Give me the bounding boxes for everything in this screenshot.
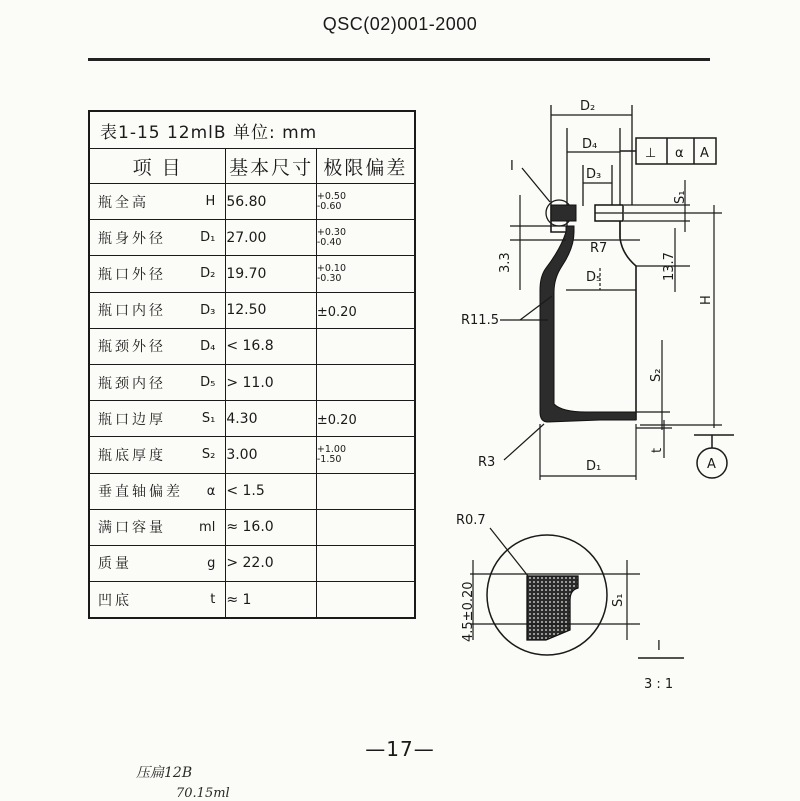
- label-r7: R7: [590, 241, 608, 256]
- label-s1: S₁: [673, 190, 688, 204]
- label-d4: D₄: [582, 137, 598, 152]
- scale-ratio: 3 : 1: [644, 677, 674, 692]
- item-name: 瓶口边厚: [98, 411, 166, 428]
- handwritten-note-2: 70.15ml: [176, 786, 230, 801]
- page-number: —17—: [365, 737, 435, 761]
- label-r11-5: R11.5: [461, 313, 499, 328]
- cell-basic-size: < 1.5: [226, 473, 317, 509]
- tolerance-upper: +0.30: [316, 226, 346, 238]
- label-r0-7: R0.7: [456, 513, 486, 528]
- label-detail-s1: S₁: [611, 593, 626, 607]
- label-detail-i: I: [510, 159, 514, 174]
- handwritten-note-1: 压扁12B: [136, 765, 193, 781]
- dim-s1: [624, 180, 690, 232]
- tolerance-value: ±0.20: [316, 413, 357, 429]
- item-name: 瓶颈外径: [98, 339, 166, 356]
- item-symbol: D₅: [200, 375, 216, 391]
- label-4-5-tol: 4.5±0.20: [461, 581, 476, 642]
- tolerance-upper: +1.00: [316, 443, 346, 455]
- item-symbol: H: [205, 194, 216, 210]
- item-name: 质量: [98, 556, 132, 573]
- cell-basic-size: 56.80: [226, 184, 317, 220]
- tol-symbol-perp: ⊥: [645, 146, 657, 161]
- tolerance-lower: -0.60: [316, 200, 342, 212]
- scale-detail-id: I: [657, 639, 661, 654]
- label-h: H: [699, 295, 714, 305]
- tolerance-value: ±0.20: [316, 304, 357, 320]
- item-symbol: ml: [199, 519, 216, 535]
- item-name: 满口容量: [98, 520, 166, 537]
- cell-basic-size: < 16.8: [226, 328, 317, 364]
- item-symbol: D₂: [200, 266, 216, 282]
- header-basic-size: 基本尺寸: [226, 149, 317, 184]
- tolerance-upper: +0.10: [316, 262, 346, 274]
- tolerance-lower: -0.40: [316, 236, 342, 248]
- item-symbol: S₁: [201, 411, 216, 427]
- cell-basic-size: > 11.0: [226, 364, 317, 400]
- cell-basic-size: 3.00: [226, 437, 317, 473]
- label-13-7: 13.7: [662, 252, 677, 281]
- label-s2: S₂: [649, 368, 664, 382]
- header-tolerance: 极限偏差: [316, 149, 415, 184]
- label-d1: D₁: [586, 459, 602, 474]
- cell-basic-size: 27.00: [226, 220, 317, 256]
- cell-basic-size: > 22.0: [226, 545, 317, 581]
- item-name: 瓶全高: [98, 194, 149, 211]
- detail-view: [470, 528, 640, 655]
- item-name: 瓶口内径: [98, 303, 166, 320]
- tol-symbol-alpha: α: [675, 146, 684, 161]
- tolerance-lower: -1.50: [316, 453, 342, 465]
- item-name: 垂直轴偏差: [98, 484, 183, 501]
- header-item: 项 目: [89, 149, 226, 184]
- label-d5: D₅: [586, 270, 602, 285]
- bottle-finish-left: [551, 205, 576, 221]
- cell-basic-size: ≈ 1: [226, 582, 317, 619]
- cell-basic-size: 12.50: [226, 292, 317, 328]
- item-name: 瓶身外径: [98, 230, 166, 247]
- label-d3: D₃: [586, 167, 602, 182]
- item-name: 凹底: [98, 592, 132, 609]
- item-name: 瓶底厚度: [98, 447, 166, 464]
- item-name: 瓶口外径: [98, 266, 166, 283]
- dim-h: [624, 205, 722, 428]
- cell-basic-size: 19.70: [226, 256, 317, 292]
- label-r3: R3: [478, 455, 496, 470]
- tolerance-upper: +0.50: [316, 190, 346, 202]
- label-3-3: 3.3: [498, 252, 513, 273]
- item-name: 瓶颈内径: [98, 375, 166, 392]
- tol-symbol-datum: A: [700, 146, 709, 161]
- cell-basic-size: 4.30: [226, 401, 317, 437]
- dim-s2: [636, 340, 670, 430]
- cell-basic-size: ≈ 16.0: [226, 509, 317, 545]
- label-d2: D₂: [580, 99, 596, 114]
- item-symbol: t: [210, 592, 216, 608]
- table-title: 表1-15 12mlB 单位: mm: [89, 111, 415, 149]
- tolerance-lower: -0.30: [316, 272, 342, 284]
- bottle-left-wall: [540, 226, 636, 422]
- item-symbol: D₄: [200, 338, 216, 354]
- datum-a-label: A: [707, 457, 716, 472]
- item-symbol: D₁: [200, 230, 216, 246]
- document-code: QSC(02)001-2000: [322, 14, 478, 34]
- item-symbol: g: [207, 555, 216, 571]
- item-symbol: α: [206, 483, 216, 499]
- item-symbol: D₃: [200, 302, 216, 318]
- label-t: t: [650, 447, 665, 453]
- item-symbol: S₂: [201, 447, 216, 463]
